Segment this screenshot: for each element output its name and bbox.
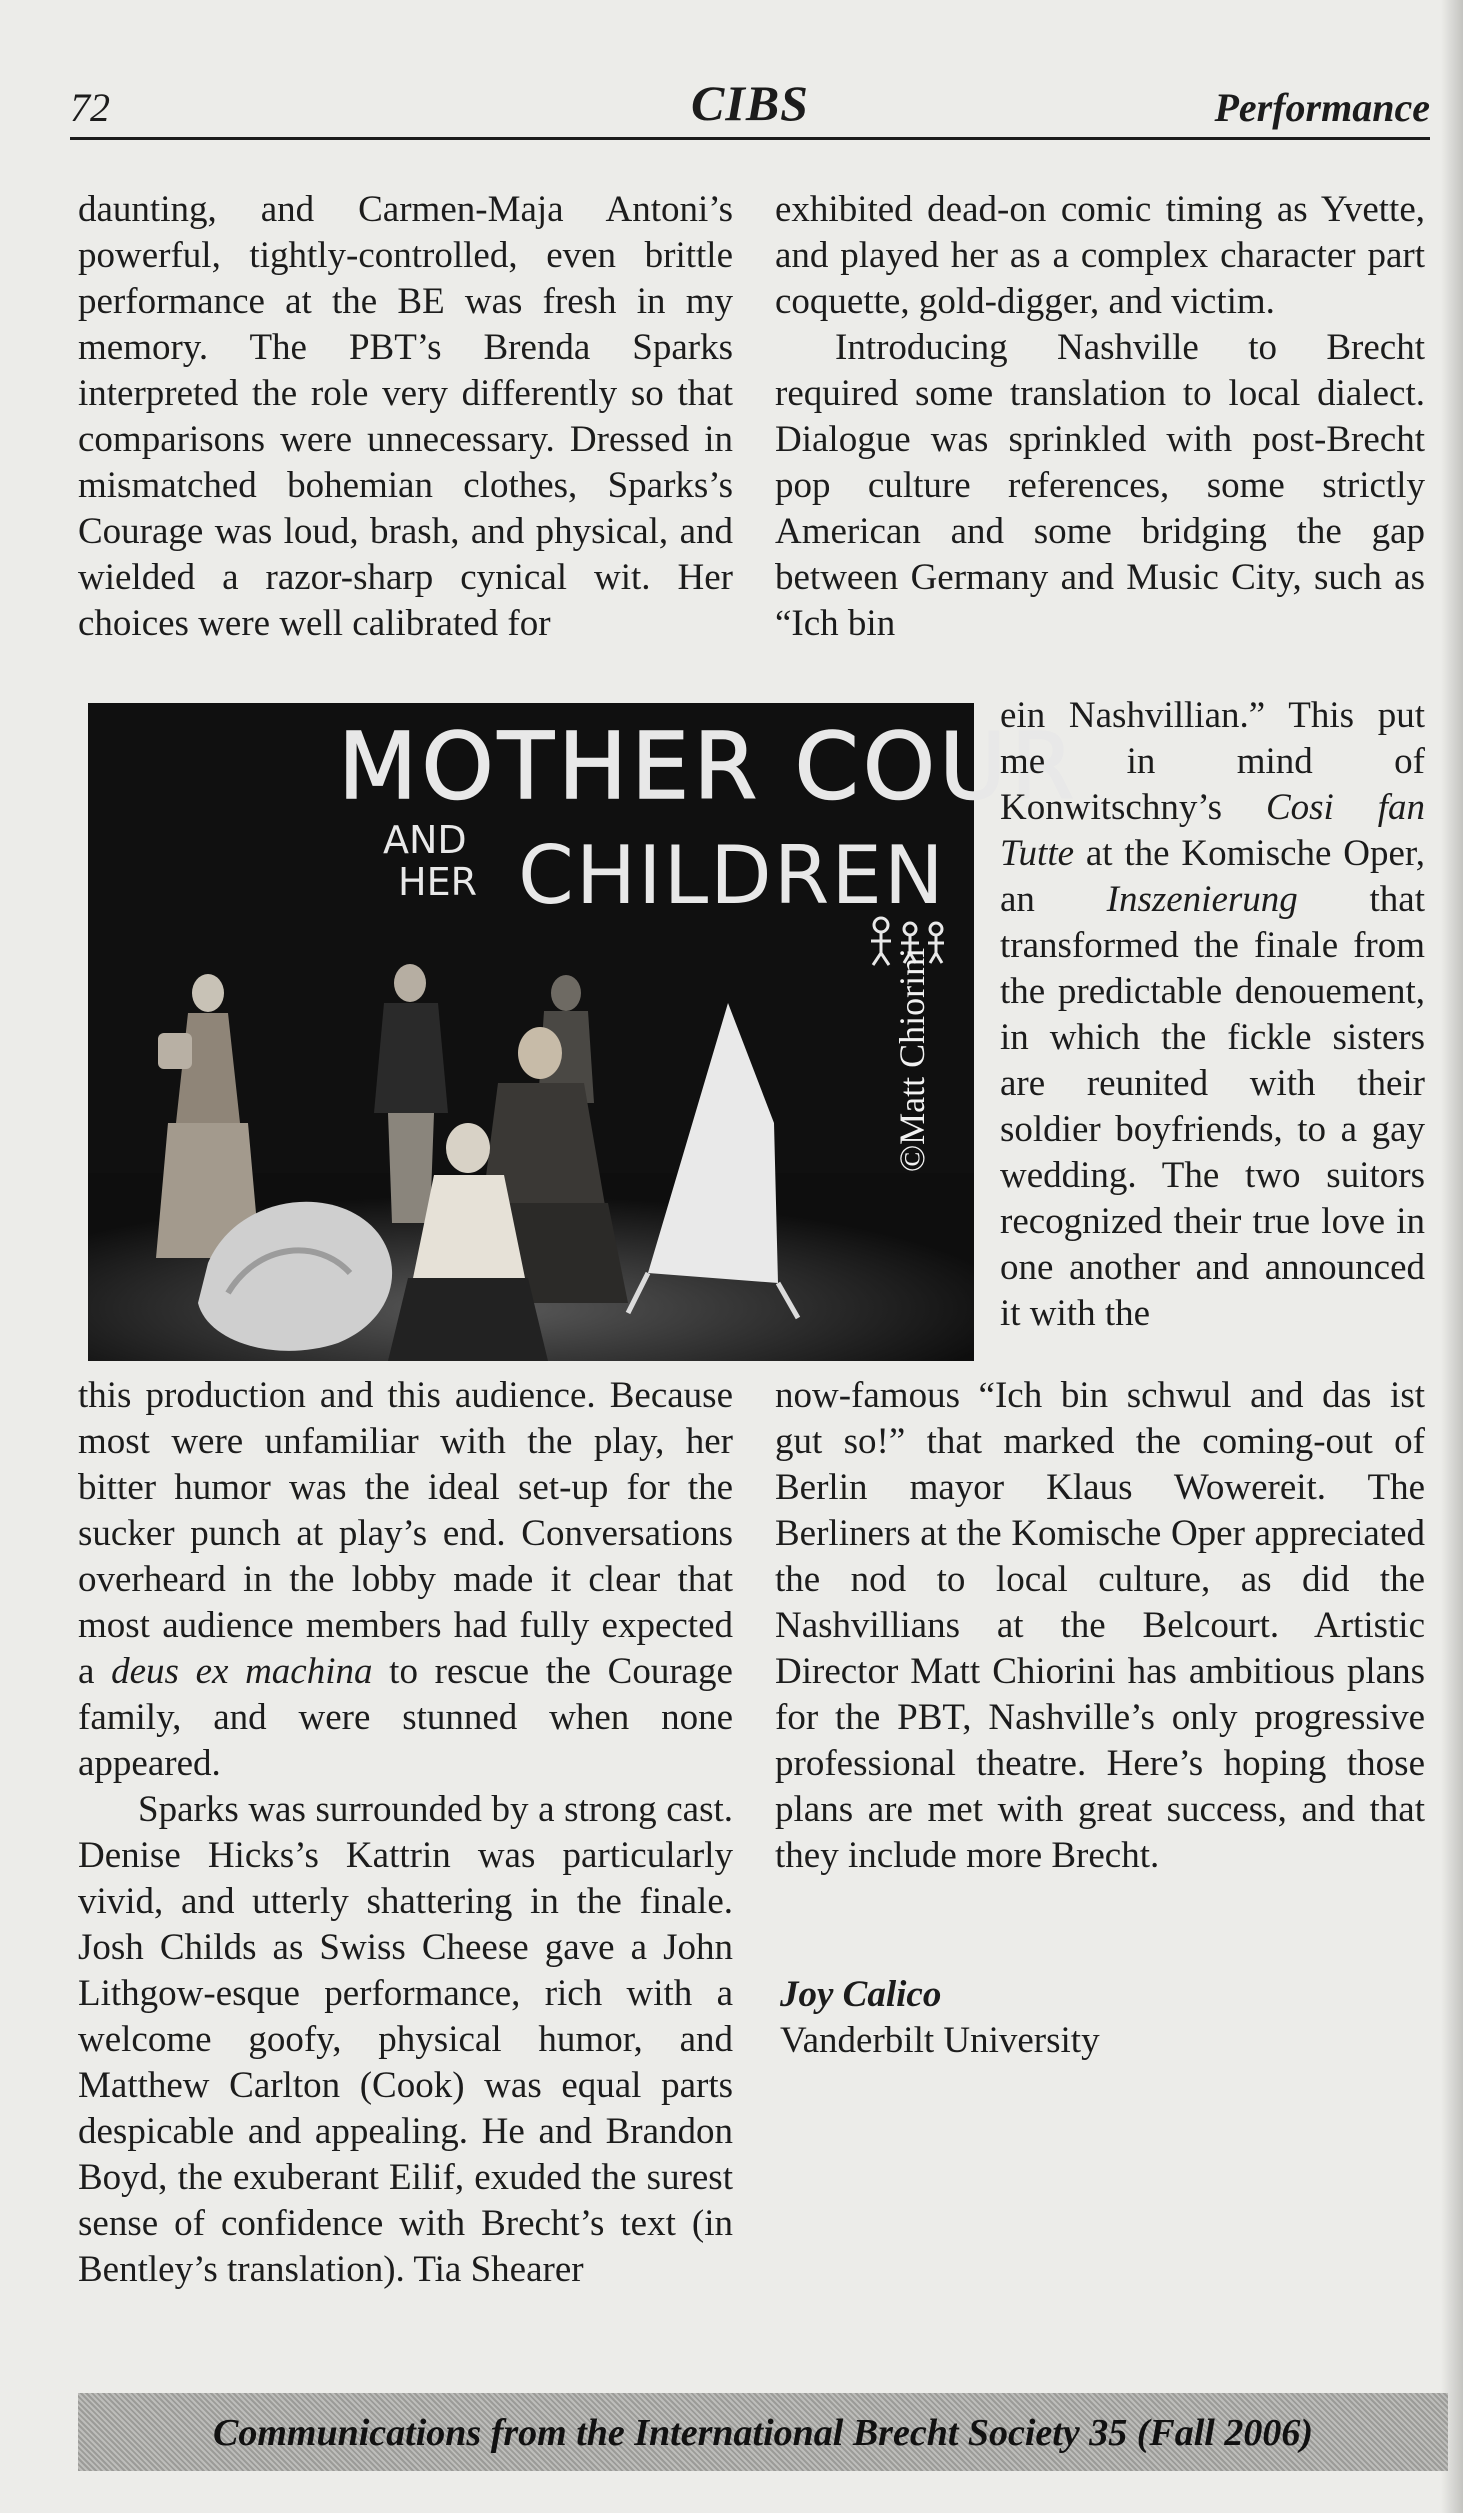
journal-title: CIBS	[691, 75, 809, 131]
banner-her: HER	[398, 860, 477, 904]
photo-illustration	[88, 703, 1079, 1361]
running-header	[70, 74, 1430, 134]
paragraph: exhibited dead-on comic timing as Yvette, and played her as a complex character part coquette, gold-digger, and victim.	[775, 189, 1425, 322]
footer-banner	[78, 2393, 1448, 2471]
author-name: Joy Calico	[780, 1974, 942, 2015]
emphasis: deus ex machina	[111, 1651, 373, 1692]
banner-line-2: CHILDREN	[518, 829, 946, 922]
column-2-top	[775, 187, 1425, 647]
paragraph: this production and this audience. Because most were unfamiliar with the play, her bitter humor was the ideal set-up for the sucker punch at play’s end. Conversations overheard in the lobby made it clear that most audience members had fully expected a deus ex machina to rescue the Courage family, and were stunned when none appeared.	[78, 1375, 733, 1784]
paragraph: Introducing Nashville to Brecht required some translation to local dialect. Dialogue was sprinkled with post-Brecht pop culture references, some strictly American and some bridging the gap between Germany and Music City, such as “Ich bin	[775, 327, 1425, 644]
column-1-bottom	[78, 1373, 733, 2293]
banner-line-1: MOTHER COUR	[338, 713, 1079, 820]
paragraph: ein Nashvillian.” This put me in mind of Konwitschny’s Cosi fan Tutte at the Komische Oper, an Inszenierung that transformed the finale from the predictable denouement, in which the fickle sisters are reunited with their soldier boyfriends, to a gay wedding. The two suitors recognized their true love in one another and announced it with the	[1000, 695, 1426, 1334]
emphasis: Inszenierung	[1106, 879, 1298, 920]
column-2-bottom	[775, 1373, 1425, 1879]
column-1-top	[78, 187, 733, 647]
production-photo	[88, 703, 1079, 1361]
footer-citation: Communications from the International Brecht Society 35 (Fall 2006)	[213, 2412, 1313, 2454]
paragraph: Sparks was surrounded by a strong cast. Denise Hicks’s Kattrin was particularly vivid, and utterly shattering in the finale. Josh Childs as Swiss Cheese gave a John Lithgow-esque performance, rich with a welcome goofy, physical humor, and Matthew Carlton (Cook) was equal parts despicable and appealing. He and Brandon Boyd, the exuberant Eilif, exuded the surest sense of confidence with Brecht’s text (in Bentley’s translation). Tia Shearer	[78, 1789, 733, 2290]
page-number: 72	[70, 85, 110, 130]
photo-credit: ©Matt Chiorini	[892, 947, 932, 1173]
author-affiliation: Vanderbilt University	[780, 2020, 1100, 2061]
column-2-narrow	[1000, 693, 1425, 1337]
facing-page-shadow	[1441, 0, 1463, 2513]
header-rule	[70, 137, 1430, 140]
banner-and: AND	[383, 818, 467, 862]
emphasis: Cosi fan Tutte	[1000, 787, 1426, 874]
section-name: Performance	[1214, 85, 1430, 130]
paragraph: now-famous “Ich bin schwul and das ist gut so!” that marked the coming-out of Berlin mayor Klaus Wowereit. The Berliners at the Komische Oper appreciated the nod to local culture, as did the Nashvillians at the Belcourt. Artistic Director Matt Chiorini has ambitious plans for the PBT, Nashville’s only progressive professional theatre. Here’s hoping those plans are met with great success, and that they include more Brecht.	[775, 1375, 1425, 1876]
paragraph: daunting, and Carmen-Maja Antoni’s powerful, tightly-controlled, even brittle performance at the BE was fresh in my memory. The PBT’s Brenda Sparks interpreted the role very differently so that comparisons were unnecessary. Dressed in mismatched bohemian clothes, Sparks’s Courage was loud, brash, and physical, and wielded a razor-sharp cynical wit. Her choices were well calibrated for	[78, 189, 733, 644]
